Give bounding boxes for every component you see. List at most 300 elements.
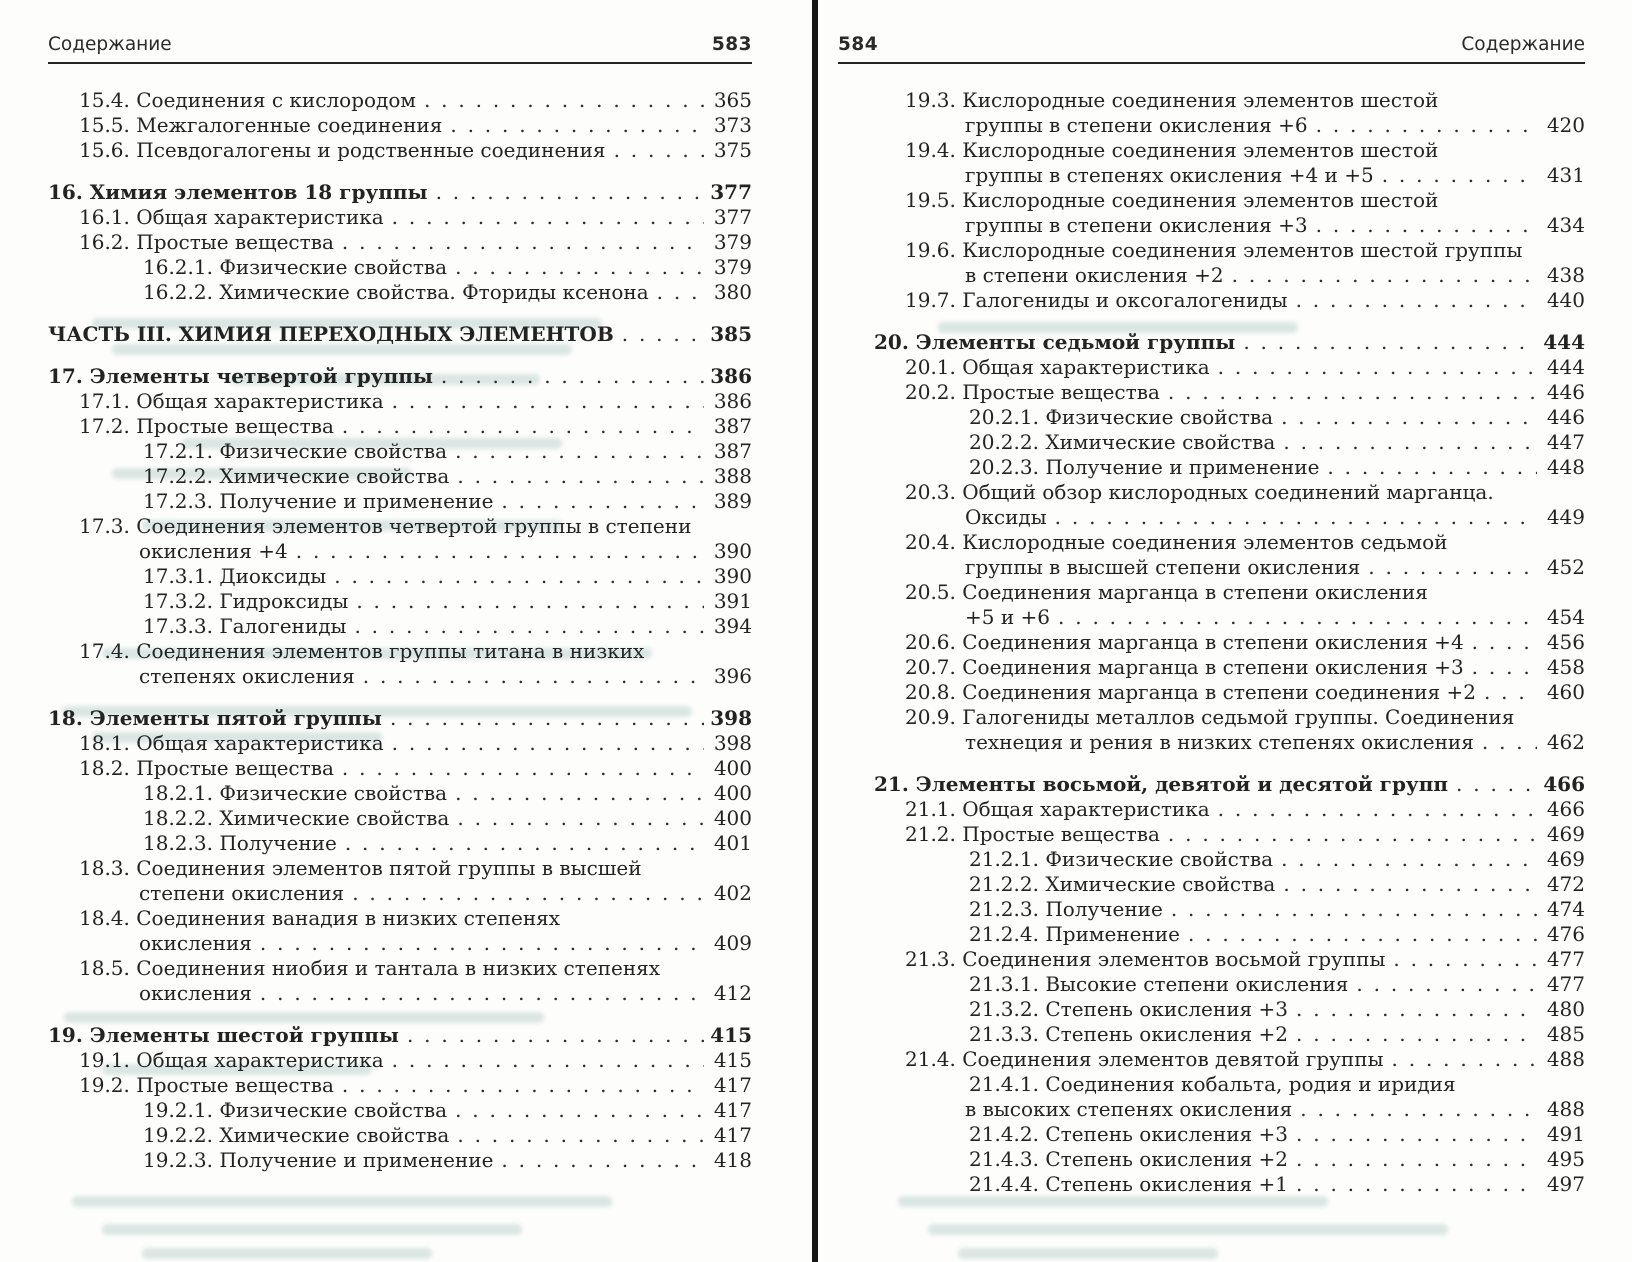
dot-leader — [1296, 1022, 1537, 1047]
dot-leader — [1472, 630, 1537, 655]
toc-entry-text: 20. Элементы седьмой группы — [874, 330, 1236, 354]
dot-leader — [1281, 847, 1537, 872]
toc-entry — [48, 806, 752, 831]
toc-entry — [48, 280, 752, 305]
toc-entry-text: группы в степенях окисления +4 и +5 — [965, 163, 1374, 187]
dot-leader — [1296, 1172, 1537, 1197]
toc-entry — [874, 797, 1585, 822]
toc-entry-text: 20.1. Общая характеристика — [905, 355, 1210, 379]
toc-chapter-entry — [48, 1023, 752, 1048]
toc-entry — [874, 1097, 1585, 1122]
toc-entry-text: 19.2.3. Получение и применение — [143, 1148, 494, 1172]
toc-entry-text: 20.2.3. Получение и применение — [969, 455, 1320, 479]
toc-entry-text: в высоких степенях окисления — [965, 1097, 1293, 1121]
toc-entry-page-number: 391 — [713, 589, 752, 613]
toc-entry-page-number: 488 — [1546, 1047, 1585, 1071]
dot-leader — [392, 731, 704, 756]
toc-entry-page-number: 491 — [1546, 1122, 1585, 1146]
dot-leader — [356, 589, 704, 614]
dot-leader — [345, 831, 704, 856]
toc-entry-page-number: 400 — [713, 806, 752, 830]
dot-leader — [1456, 772, 1537, 797]
dot-leader — [450, 113, 704, 138]
toc-entry-text: группы в степени окисления +3 — [965, 213, 1308, 237]
toc-entry-text: 21.3.1. Высокие степени окисления — [969, 972, 1349, 996]
toc-entry — [48, 464, 752, 489]
toc-entry-text: 19.6. Кислородные соединения элементов шестой группы — [905, 238, 1523, 262]
toc-entry — [48, 756, 752, 781]
toc-entry — [874, 555, 1585, 580]
dot-leader — [1368, 555, 1537, 580]
dot-leader — [1218, 797, 1537, 822]
dot-leader — [457, 464, 704, 489]
toc-entry — [48, 1098, 752, 1123]
dot-leader — [1316, 213, 1537, 238]
toc-entry — [48, 1123, 752, 1148]
toc-entry-text: 18.2.2. Химические свойства — [143, 806, 450, 830]
toc-entry — [874, 163, 1585, 188]
toc-entry-text: 17.4. Соединения элементов группы титана в низких — [79, 639, 645, 663]
toc-entry-page-number: 373 — [713, 113, 752, 137]
dot-leader — [455, 781, 704, 806]
toc-entry — [874, 455, 1585, 480]
toc-entry — [48, 88, 752, 113]
dot-leader — [622, 322, 704, 347]
toc-entry-text: 20.5. Соединения марганца в степени окисления — [905, 580, 1428, 604]
dot-leader — [1356, 972, 1537, 997]
dot-leader — [501, 1148, 704, 1173]
toc-entry-text: степени окисления — [139, 881, 345, 905]
toc-entry-text: 21.4.2. Степень окисления +3 — [969, 1122, 1289, 1146]
toc-entry-page-number: 472 — [1546, 872, 1585, 896]
toc-entry-page-number: 469 — [1546, 847, 1585, 871]
toc-entry-page-number: 386 — [710, 364, 752, 388]
toc-entry-text: 19.7. Галогениды и оксогалогениды — [905, 288, 1288, 312]
toc-entry-text: 21.4.3. Степень окисления +2 — [969, 1147, 1289, 1171]
toc-entry-page-number: 400 — [713, 781, 752, 805]
toc-list — [874, 88, 1585, 1197]
dot-leader — [1393, 947, 1537, 972]
toc-entry — [874, 1022, 1585, 1047]
toc-entry — [874, 655, 1585, 680]
toc-entry-text: 19.2.2. Химические свойства — [143, 1123, 450, 1147]
dot-leader — [363, 664, 704, 689]
toc-entry-text: Оксиды — [965, 505, 1047, 529]
toc-entry-text: 20.2.1. Физические свойства — [969, 405, 1274, 429]
toc-entry — [48, 664, 752, 689]
toc-entry-page-number: 440 — [1546, 288, 1585, 312]
toc-entry-text: 15.6. Псевдогалогены и родственные соединения — [79, 138, 606, 162]
dot-leader — [1300, 1097, 1537, 1122]
toc-entry-page-number: 409 — [713, 931, 752, 955]
toc-entry-page-number: 476 — [1546, 922, 1585, 946]
toc-entry — [48, 138, 752, 163]
dot-leader — [352, 881, 704, 906]
toc-entry-text: +5 и +6 — [965, 605, 1051, 629]
toc-entry-text: 21.3.2. Степень окисления +3 — [969, 997, 1289, 1021]
toc-entry-page-number: 460 — [1546, 680, 1585, 704]
running-head — [838, 34, 1585, 64]
dot-leader — [390, 706, 704, 731]
toc-entry-page-number: 379 — [713, 255, 752, 279]
bleed-through-artifact — [958, 1248, 1218, 1259]
dot-leader — [614, 138, 704, 163]
toc-chapter-entry — [48, 322, 752, 347]
toc-entry-text: 17.2.3. Получение и применение — [143, 489, 494, 513]
dot-leader — [260, 931, 704, 956]
toc-entry-page-number: 380 — [713, 280, 752, 304]
toc-entry — [48, 514, 752, 539]
toc-entry-text: 20.8. Соединения марганца в степени соединения +2 — [905, 680, 1476, 704]
dot-leader — [1168, 380, 1537, 405]
toc-entry-text: 21.1. Общая характеристика — [905, 797, 1210, 821]
toc-entry — [48, 639, 752, 664]
toc-entry — [874, 847, 1585, 872]
toc-entry-page-number: 388 — [713, 464, 752, 488]
toc-chapter-entry — [874, 330, 1585, 355]
toc-entry-page-number: 480 — [1546, 997, 1585, 1021]
toc-chapter-entry — [48, 180, 752, 205]
toc-entry-text: 16. Химия элементов 18 группы — [48, 180, 428, 204]
toc-entry-page-number: 387 — [713, 414, 752, 438]
dot-leader — [1058, 605, 1537, 630]
toc-entry-page-number: 488 — [1546, 1097, 1585, 1121]
toc-entry-text: 19.1. Общая характеристика — [79, 1048, 384, 1072]
toc-entry — [48, 1148, 752, 1173]
toc-entry — [874, 213, 1585, 238]
toc-entry — [48, 205, 752, 230]
toc-entry-page-number: 390 — [713, 539, 752, 563]
toc-entry-text: 17.2.1. Физические свойства — [143, 439, 448, 463]
toc-entry-page-number: 396 — [713, 664, 752, 688]
toc-entry-text: 16.2.1. Физические свойства — [143, 255, 448, 279]
dot-leader — [1296, 288, 1537, 313]
toc-entry — [48, 856, 752, 881]
toc-entry-text: 18.2.1. Физические свойства — [143, 781, 448, 805]
toc-entry-page-number: 462 — [1546, 730, 1585, 754]
toc-entry — [48, 881, 752, 906]
toc-entry-text: группы в степени окисления +6 — [965, 113, 1308, 137]
page-584 — [818, 0, 1632, 1262]
toc-entry-page-number: 365 — [713, 88, 752, 112]
toc-entry-text: 19. Элементы шестой группы — [48, 1023, 399, 1047]
toc-entry — [874, 922, 1585, 947]
dot-leader — [455, 439, 704, 464]
toc-entry-text: окисления — [139, 981, 252, 1005]
toc-entry-text: 18.2.3. Получение — [143, 831, 337, 855]
page-583 — [0, 0, 812, 1262]
toc-entry-text: 17. Элементы четвертой группы — [48, 364, 433, 388]
dot-leader — [392, 1048, 704, 1073]
toc-entry-text: 17.2. Простые вещества — [79, 414, 334, 438]
dot-leader — [407, 1023, 704, 1048]
toc-entry-page-number: 417 — [713, 1098, 752, 1122]
toc-entry-text: окисления — [139, 931, 252, 955]
toc-entry-text: 20.2. Простые вещества — [905, 380, 1160, 404]
toc-entry-text: 17.3.2. Гидроксиды — [143, 589, 349, 613]
toc-entry-page-number: 417 — [713, 1123, 752, 1147]
dot-leader — [1168, 822, 1537, 847]
toc-entry-text: 18.5. Соединения ниобия и тантала в низких степенях — [79, 956, 661, 980]
dot-leader — [457, 806, 704, 831]
toc-entry — [874, 1172, 1585, 1197]
dot-leader — [392, 389, 704, 414]
toc-entry-page-number: 448 — [1546, 455, 1585, 479]
toc-entry-text: 16.2. Простые вещества — [79, 230, 334, 254]
toc-entry-text: 21.3. Соединения элементов восьмой группы — [905, 947, 1386, 971]
toc-entry — [48, 389, 752, 414]
toc-entry-text: группы в высшей степени окисления — [965, 555, 1361, 579]
dot-leader — [1296, 997, 1537, 1022]
toc-entry — [874, 730, 1585, 755]
toc-entry-text: 18.4. Соединения ванадия в низких степенях — [79, 906, 561, 930]
toc-entry-text: 17.2.2. Химические свойства — [143, 464, 450, 488]
toc-entry — [874, 705, 1585, 730]
toc-entry-page-number: 495 — [1546, 1147, 1585, 1171]
toc-entry-page-number: 456 — [1546, 630, 1585, 654]
toc-entry-page-number: 477 — [1546, 947, 1585, 971]
dot-leader — [1484, 680, 1537, 705]
dot-leader — [392, 205, 704, 230]
toc-entry-text: технеция и рения в низких степенях окисления — [965, 730, 1474, 754]
toc-entry-page-number: 434 — [1546, 213, 1585, 237]
toc-entry-text: 16.2.2. Химические свойства. Фториды ксенона — [143, 280, 649, 304]
toc-entry-page-number: 398 — [713, 731, 752, 755]
toc-entry — [874, 380, 1585, 405]
toc-entry-text: в степени окисления +2 — [965, 263, 1224, 287]
toc-list — [48, 88, 752, 1173]
toc-entry-page-number: 438 — [1546, 263, 1585, 287]
toc-entry-page-number: 386 — [713, 389, 752, 413]
toc-entry-text: 20.9. Галогениды металлов седьмой группы. Соединения — [905, 705, 1515, 729]
toc-entry — [874, 947, 1585, 972]
toc-entry — [48, 956, 752, 981]
toc-entry-page-number: 458 — [1546, 655, 1585, 679]
toc-entry-text: 19.2.1. Физические свойства — [143, 1098, 448, 1122]
toc-entry-page-number: 431 — [1546, 163, 1585, 187]
toc-entry-text: 20.4. Кислородные соединения элементов седьмой — [905, 530, 1448, 554]
toc-entry — [874, 1122, 1585, 1147]
toc-entry — [874, 1147, 1585, 1172]
toc-entry — [48, 439, 752, 464]
dot-leader — [1316, 113, 1537, 138]
toc-entry-text: 21.2.2. Химические свойства — [969, 872, 1276, 896]
dot-leader — [342, 756, 704, 781]
toc-entry — [874, 430, 1585, 455]
dot-leader — [424, 88, 704, 113]
toc-entry — [874, 138, 1585, 163]
toc-entry-page-number: 415 — [713, 1048, 752, 1072]
toc-entry-text: 18.1. Общая характеристика — [79, 731, 384, 755]
toc-entry — [874, 580, 1585, 605]
toc-entry — [874, 1047, 1585, 1072]
dot-leader — [1482, 730, 1537, 755]
toc-entry-text: 21.4.1. Соединения кобальта, родия и иридия — [969, 1072, 1456, 1096]
toc-entry-text: 18. Элементы пятой группы — [48, 706, 382, 730]
toc-entry-text: 21.2.3. Получение — [969, 897, 1163, 921]
dot-leader — [436, 180, 704, 205]
toc-entry-page-number: 469 — [1546, 822, 1585, 846]
toc-entry-page-number: 415 — [710, 1023, 752, 1047]
toc-entry-text: 17.3.3. Галогениды — [143, 614, 347, 638]
toc-entry-text: 21.2.4. Применение — [969, 922, 1180, 946]
toc-entry-page-number: 466 — [1543, 772, 1585, 796]
toc-entry-text: 18.2. Простые вещества — [79, 756, 334, 780]
dot-leader — [1296, 1147, 1537, 1172]
toc-entry — [48, 489, 752, 514]
page-number: 583 — [711, 34, 752, 55]
toc-entry-page-number: 390 — [713, 564, 752, 588]
toc-entry — [874, 505, 1585, 530]
toc-entry — [874, 997, 1585, 1022]
toc-entry-page-number: 447 — [1546, 430, 1585, 454]
toc-entry-page-number: 412 — [713, 981, 752, 1005]
toc-entry-text: 19.3. Кислородные соединения элементов шестой — [905, 88, 1439, 112]
toc-entry-page-number: 400 — [713, 756, 752, 780]
running-head-title: Содержание — [48, 34, 172, 55]
toc-entry — [874, 188, 1585, 213]
dot-leader — [1472, 655, 1537, 680]
toc-entry-page-number: 389 — [713, 489, 752, 513]
toc-entry-page-number: 477 — [1546, 972, 1585, 996]
toc-entry-text: 21.4.4. Степень окисления +1 — [969, 1172, 1289, 1196]
toc-entry — [874, 822, 1585, 847]
toc-entry-page-number: 454 — [1546, 605, 1585, 629]
toc-entry-text: 18.3. Соединения элементов пятой группы в высшей — [79, 856, 642, 880]
toc-entry — [48, 539, 752, 564]
toc-entry — [874, 630, 1585, 655]
toc-entry — [874, 480, 1585, 505]
toc-entry-page-number: 379 — [713, 230, 752, 254]
toc-entry-text: степенях окисления — [139, 664, 355, 688]
dot-leader — [1218, 355, 1537, 380]
toc-entry-text: 19.4. Кислородные соединения элементов шестой — [905, 138, 1439, 162]
dot-leader — [501, 489, 704, 514]
toc-entry-text: 19.2. Простые вещества — [79, 1073, 334, 1097]
toc-entry — [874, 238, 1585, 263]
dot-leader — [1243, 330, 1537, 355]
toc-entry-text: 16.1. Общая характеристика — [79, 205, 384, 229]
toc-entry-text: 21.2.1. Физические свойства — [969, 847, 1274, 871]
dot-leader — [296, 539, 704, 564]
toc-entry-page-number: 444 — [1543, 330, 1585, 354]
toc-entry — [874, 972, 1585, 997]
toc-entry-page-number: 377 — [710, 180, 752, 204]
toc-entry-text: 21.4. Соединения элементов девятой группы — [905, 1047, 1384, 1071]
toc-entry — [48, 589, 752, 614]
dot-leader — [354, 614, 704, 639]
toc-entry — [48, 781, 752, 806]
toc-entry-page-number: 446 — [1546, 380, 1585, 404]
toc-entry — [48, 981, 752, 1006]
running-head — [48, 34, 752, 64]
bleed-through-artifact — [72, 1196, 612, 1207]
toc-entry-text: 20.2.2. Химические свойства — [969, 430, 1276, 454]
toc-entry — [874, 405, 1585, 430]
toc-entry-text: 15.4. Соединения с кислородом — [79, 88, 416, 112]
toc-entry-page-number: 377 — [713, 205, 752, 229]
bleed-through-artifact — [102, 1224, 522, 1235]
dot-leader — [1281, 405, 1537, 430]
toc-entry-text: 21.2. Простые вещества — [905, 822, 1160, 846]
toc-entry-text: 21. Элементы восьмой, девятой и десятой групп — [874, 772, 1449, 796]
toc-entry — [874, 113, 1585, 138]
toc-entry-page-number: 402 — [713, 881, 752, 905]
toc-entry-page-number: 497 — [1546, 1172, 1585, 1196]
dot-leader — [455, 1098, 704, 1123]
page-number: 584 — [838, 34, 879, 55]
toc-entry-text: окисления +4 — [139, 539, 288, 563]
dot-leader — [334, 564, 704, 589]
toc-entry — [874, 605, 1585, 630]
toc-entry-page-number: 398 — [710, 706, 752, 730]
bleed-through-artifact — [928, 1224, 1448, 1235]
toc-entry-text: 17.3. Соединения элементов четвертой группы в степени — [79, 514, 692, 538]
toc-entry-page-number: 452 — [1546, 555, 1585, 579]
toc-entry-page-number: 449 — [1546, 505, 1585, 529]
toc-entry-text: 17.3.1. Диоксиды — [143, 564, 327, 588]
dot-leader — [1283, 430, 1537, 455]
toc-entry — [48, 1073, 752, 1098]
dot-leader — [1232, 263, 1537, 288]
toc-chapter-entry — [874, 772, 1585, 797]
toc-entry — [874, 872, 1585, 897]
toc-entry-page-number: 417 — [713, 1073, 752, 1097]
toc-entry — [874, 530, 1585, 555]
dot-leader — [1382, 163, 1537, 188]
toc-entry-text: 17.1. Общая характеристика — [79, 389, 384, 413]
toc-entry-page-number: 387 — [713, 439, 752, 463]
toc-entry-text: 20.6. Соединения марганца в степени окисления +4 — [905, 630, 1464, 654]
toc-entry-page-number: 394 — [713, 614, 752, 638]
toc-entry — [48, 931, 752, 956]
dot-leader — [342, 414, 704, 439]
toc-entry — [48, 414, 752, 439]
toc-entry — [874, 897, 1585, 922]
toc-entry-text: 20.3. Общий обзор кислородных соединений марганца. — [905, 480, 1494, 504]
toc-entry — [874, 680, 1585, 705]
toc-entry-page-number: 466 — [1546, 797, 1585, 821]
toc-entry — [874, 288, 1585, 313]
toc-entry — [874, 355, 1585, 380]
toc-entry — [48, 255, 752, 280]
dot-leader — [455, 255, 704, 280]
toc-entry-text: 21.3.3. Степень окисления +2 — [969, 1022, 1289, 1046]
bleed-through-artifact — [898, 1196, 1328, 1207]
dot-leader — [1296, 1122, 1537, 1147]
toc-entry — [48, 906, 752, 931]
toc-entry-text: ЧАСТЬ III. ХИМИЯ ПЕРЕХОДНЫХ ЭЛЕМЕНТОВ — [48, 322, 614, 346]
toc-entry-page-number: 474 — [1546, 897, 1585, 921]
dot-leader — [260, 981, 704, 1006]
toc-entry-page-number: 401 — [713, 831, 752, 855]
toc-entry-page-number: 446 — [1546, 405, 1585, 429]
dot-leader — [342, 1073, 704, 1098]
dot-leader — [1392, 1047, 1537, 1072]
toc-entry-page-number: 485 — [1546, 1022, 1585, 1046]
dot-leader — [1283, 872, 1537, 897]
toc-entry — [48, 230, 752, 255]
toc-entry — [48, 831, 752, 856]
toc-entry-page-number: 420 — [1546, 113, 1585, 137]
toc-entry — [48, 614, 752, 639]
toc-entry-text: 15.5. Межгалогенные соединения — [79, 113, 443, 137]
dot-leader — [1327, 455, 1537, 480]
toc-entry — [48, 564, 752, 589]
dot-leader — [441, 364, 704, 389]
toc-entry-text: 20.7. Соединения марганца в степени окисления +3 — [905, 655, 1464, 679]
toc-entry — [874, 88, 1585, 113]
